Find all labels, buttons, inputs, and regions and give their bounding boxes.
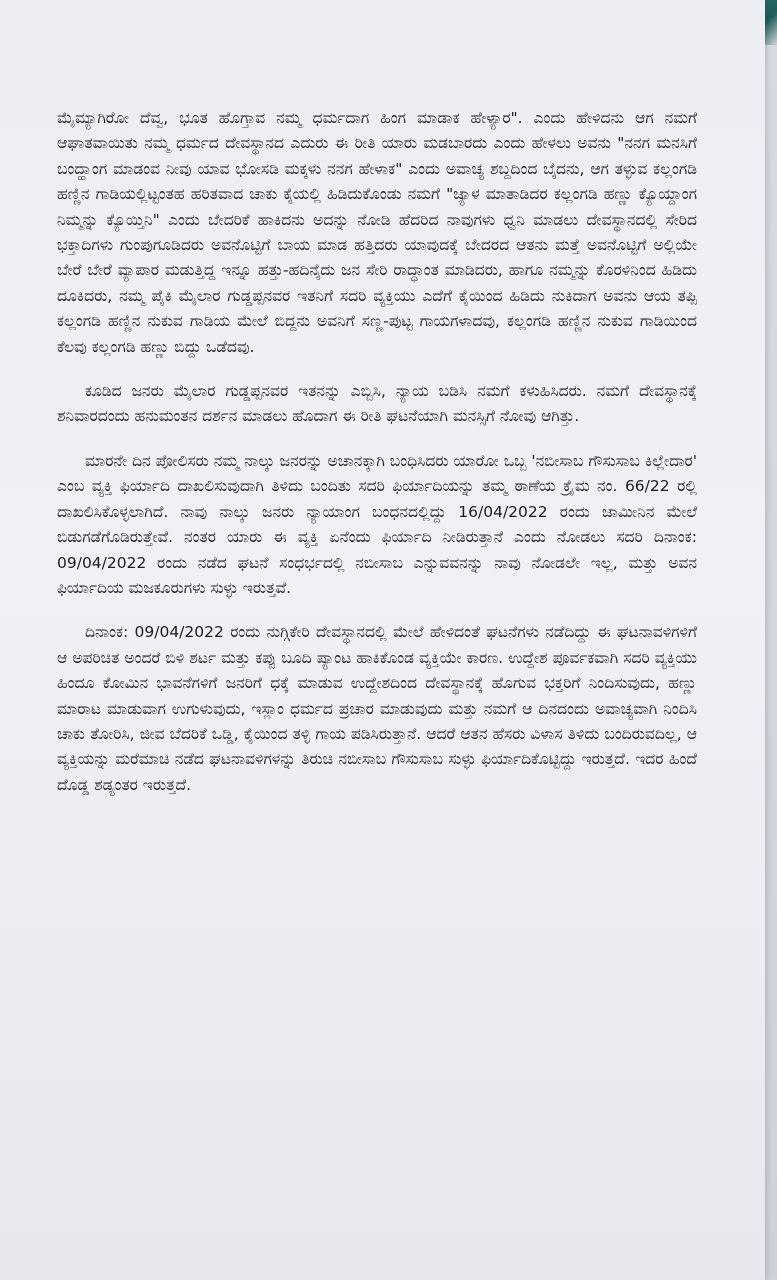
paragraph-3: ಮಾರನೇ ದಿನ ಪೋಲಿಸರು ನಮ್ಮ ನಾಲ್ಕು ಜನರನ್ನು ಅಚಾನಕ್ಕಾಗಿ ಬಂಧಿಸಿದರು ಯಾರೋ ಒಬ್ಬ 'ನಬೀಸಾಬ ಗೌಸುಸಾಬ ಕಿಲ್ಲೇದಾರ' ಎಂಬ ವ್ಯಕ್ತಿ ಫಿರ್ಯಾದಿ ದಾಖಲಿಸುವುದಾಗಿ ತಿಳಿದು ಬಂದಿತು ಸದರಿ ಫಿರ್ಯಾದಿಯನ್ನು ತಮ್ಮ ಠಾಣೆಯ ಕ್ರೈಮ ನಂ. 66/22 ರಲ್ಲಿ ದಾಖಲಿಸಿಕೊಳ್ಳಲಾಗಿದೆ. ನಾವು ನಾಲ್ಕು ಜನರು ನ್ಯಾಯಾಂಗ ಬಂಧನದಲ್ಲಿದ್ದು 16/04/2022 ರಂದು ಜಾಮೀನಿನ ಮೇಲೆ ಬಿಡುಗಡೆಗೊಡಿರುತ್ತೇವೆ. ನಂತರ ಯಾರು ಈ ವ್ಯಕ್ತಿ ಏನೆಂದು ಫಿರ್ಯಾದಿ ನೀಡಿರುತ್ತಾನೆ ಎಂದು ನೋಡಲು ಸದರಿ ದಿನಾಂಕ: 09/04/2022 ರಂದು ನಡೆದ ಘಟನೆ ಸಂಧರ್ಭದಲ್ಲಿ ನಬೀಸಾಬ ಎನ್ನುವವನನ್ನು ನಾವು ನೋಡಲೇ ಇಲ್ಲ, ಮತ್ತು ಅವನ ಫಿರ್ಯಾದಿಯ ಮಜಕೂರುಗಳು ಸುಳ್ಳು ಇರುತ್ತವೆ.: [57, 451, 697, 597]
document-body: [57, 106, 697, 817]
paragraph-1: ಮೈಮ್ಯಾಗಿರೋ ದೆವ್ವ, ಭೂತ ಹೊಗ್ತಾವ ನಮ್ಮ ಧರ್ಮದಾಗ ಹಿಂಗ ಮಾಡಾಕ ಹೇಳ್ಯಾರ". ಎಂದು ಹೇಳಿದನು ಆಗ ನಮಗೆ ಆಘಾತವಾಯಿತು ನಮ್ಮ ಧರ್ಮದ ದೇವಸ್ಥಾನದ ಎದುರು ಈ ರೀತಿ ಯಾರು ಮಡಬಾರದು ಎಂದು ಹೇಳಲು ಅವನು "ನನಗ ಮನಸಿಗೆ ಬಂದ್ಹಾಂಗ ಮಾಡಂವ ನೀವು ಯಾವ ಭೋಸಡಿ ಮಕ್ಕಳು ನನಗ ಹೇಳಾಕ" ಎಂದು ಅವಾಚ್ಯ ಶಬ್ದದಿಂದ ಬೈದನು, ಆಗ ತಳ್ಳುವ ಕಲ್ಲಂಗಡಿ ಹಣ್ಣಿನ ಗಾಡಿಯಲ್ಲಿಟ್ಟಂತಹ ಹರಿತವಾದ ಚಾಕು ಕೈಯಲ್ಲಿ ಹಿಡಿದುಕೊಂಡು ನಮಗೆ "ಜ್ಯಾಳ ಮಾತಾಡಿದರ ಕಲ್ಲಂಗಡಿ ಹಣ್ಣು ಕ್ಯೊಯ್ದಾಂಗ ನಿಮ್ಮನ್ನು ಕ್ಯೊಯ್ತಿನಿ" ಎಂದು ಬೇದರಿಕೆ ಹಾಕಿದನು ಅದನ್ನು ನೋಡಿ ಹೆದರಿದ ನಾವುಗಳು ಧ್ವನಿ ಮಾಡಲು ದೇವಸ್ಥಾನದಲ್ಲಿ ಸೇರಿದ ಭಕ್ತಾದಿಗಳು ಗುಂಪುಗೂಡಿದರು ಅವನೊಟ್ಟಿಗೆ ಬಾಯ ಮಾಡ ಹತ್ತಿದರು ಯಾವುದಕ್ಕೆ ಬೇದರದ ಆತನು ಮತ್ತೆ ಅವನೊಟ್ಟಿಗೆ ಅಲ್ಲಿಯೇ ಬೇರೆ ಬೇರೆ ವ್ಯಾಪಾರ ಮಡುತ್ತಿದ್ದ ಇನ್ನೂ ಹತ್ತು-ಹದಿನೈದು ಜನ ಸೇರಿ ರಾದ್ಧಾಂತ ಮಾಡಿದರು, ಹಾಗೂ ನಮ್ಮನ್ನು ಕೊರಳಿನಿಂದ ಹಿಡಿದು ದೂಕಿದರು, ನಮ್ಮ ಪೈಕಿ ಮೈಲಾರ ಗುಡ್ಡಪ್ಪನವರ ಇತನಿಗೆ ಸದರಿ ವ್ಯಕ್ತಿಯು ಎದೆಗೆ ಕೈಯಿಂದ ಹಿಡಿದು ನುಕಿದಾಗ ಅವನು ಆಯ ತಪ್ಪಿ ಕಲ್ಲಂಗಡಿ ಹಣ್ಣಿನ ನುಕುವ ಗಾಡಿಯ ಮೇಲೆ ಬಿದ್ದನು ಅವನಿಗೆ ಸಣ್ಣ-ಪುಟ್ಟ ಗಾಯಗಳಾದವು, ಕಲ್ಲಂಗಡಿ ಹಣ್ಣಿನ ನುಕುವ ಗಾಡಿಯಿಂದ ಕೆಲವು ಕಲ್ಲಂಗಡಿ ಹಣ್ಣು ಬಿದ್ದು ಒಡೆದವು.: [57, 109, 697, 356]
paragraph-4: ದಿನಾಂಕ: 09/04/2022 ರಂದು ನುಗ್ಗಿಕೇರಿ ದೇವಸ್ಥಾನದಲ್ಲಿ ಮೇಲೆ ಹೇಳಿದಂತೆ ಘಟನೆಗಳು ನಡೆದಿದ್ದು ಈ ಘಟನಾವಳಿಗಳಿಗೆ ಆ ಅಪರಿಚಿತ ಅಂದರೆ ಬಿಳಿ ಶರ್ಟ ಮತ್ತು ಕಪ್ಪು ಬೂದಿ ಪ್ಯಾಂಟ ಹಾಕಿಕೊಂಡ ವ್ಯಕ್ತಿಯೇ ಕಾರಣ. ಉದ್ದೇಶ ಪೂರ್ವಕವಾಗಿ ಸದರಿ ವ್ಯಕ್ತಿಯು ಹಿಂದೂ ಕೋಮಿನ ಭಾವನೆಗಳಿಗೆ ಜನರಿಗೆ ಧಕ್ಕೆ ಮಾಡುವ ಉದ್ದೇಶದಿಂದ ದೇವಸ್ಥಾನಕ್ಕೆ ಹೊಗುವ ಭಕ್ತರಿಗೆ ನಿಂದಿಸುವುದು, ಹಣ್ಣು ಮಾರಾಟ ಮಾಡುವಾಗ ಉಗುಳುವುದು, ಇಸ್ಲಾಂ ಧರ್ಮದ ಪ್ರಚಾರ ಮಾಡುವುದು ಮತ್ತು ನಮಗೆ ಆ ದಿನದಂದು ಅವಾಚ್ಯವಾಗಿ ನಿಂದಿಸಿ ಚಾಕು ತೋರಿಸಿ, ಜೀವ ಬೆದರಿಕೆ ಒಡ್ಡಿ, ಕೈಯಿಂದ ತಳ್ಳಿ ಗಾಯ ಪಡಿಸಿರುತ್ತಾನೆ. ಆದರೆ ಆತನ ಹೆಸರು ವಿಳಾಸ ತಿಳಿದು ಬಂದಿರುವದಿಲ್ಲ, ಆ ವ್ಯಕ್ತಿಯನ್ನು ಮರೆಮಾಚಿ ನಡೆದ ಘಟನಾವಳಿಗಳನ್ನು ತಿರುಚಿ ನಬೀಸಾಬ ಗೌಸುಸಾಬ ಸುಳ್ಳು ಫಿರ್ಯಾದಿಕೊಟ್ಟಿದ್ದು ಇರುತ್ತದೆ. ಇದರ ಹಿಂದೆ ದೊಡ್ಡ ಶಡ್ಯಂತರ ಇರುತ್ತದೆ.: [57, 623, 697, 794]
paragraph-2: ಕೂಡಿದ ಜನರು ಮೈಲಾರ ಗುಡ್ಡಪ್ಪನವರ ಇತನನ್ನು ಎಬ್ಬಿಸಿ, ನ್ಯಾಯ ಬಡಿಸಿ ನಮಗೆ ಕಳುಹಿಸಿದರು. ನಮಗೆ ದೇವಸ್ಥಾನಕ್ಕೆ ಶನಿವಾರದಂದು ಹನುಮಂತನ ದರ್ಶನ ಮಾಡಲು ಹೊದಾಗ ಈ ರೀತಿ ಘಟನೆಯಾಗಿ ಮನಸ್ಸಿಗೆ ನೋವು ಆಗಿತ್ತು.: [57, 382, 697, 426]
